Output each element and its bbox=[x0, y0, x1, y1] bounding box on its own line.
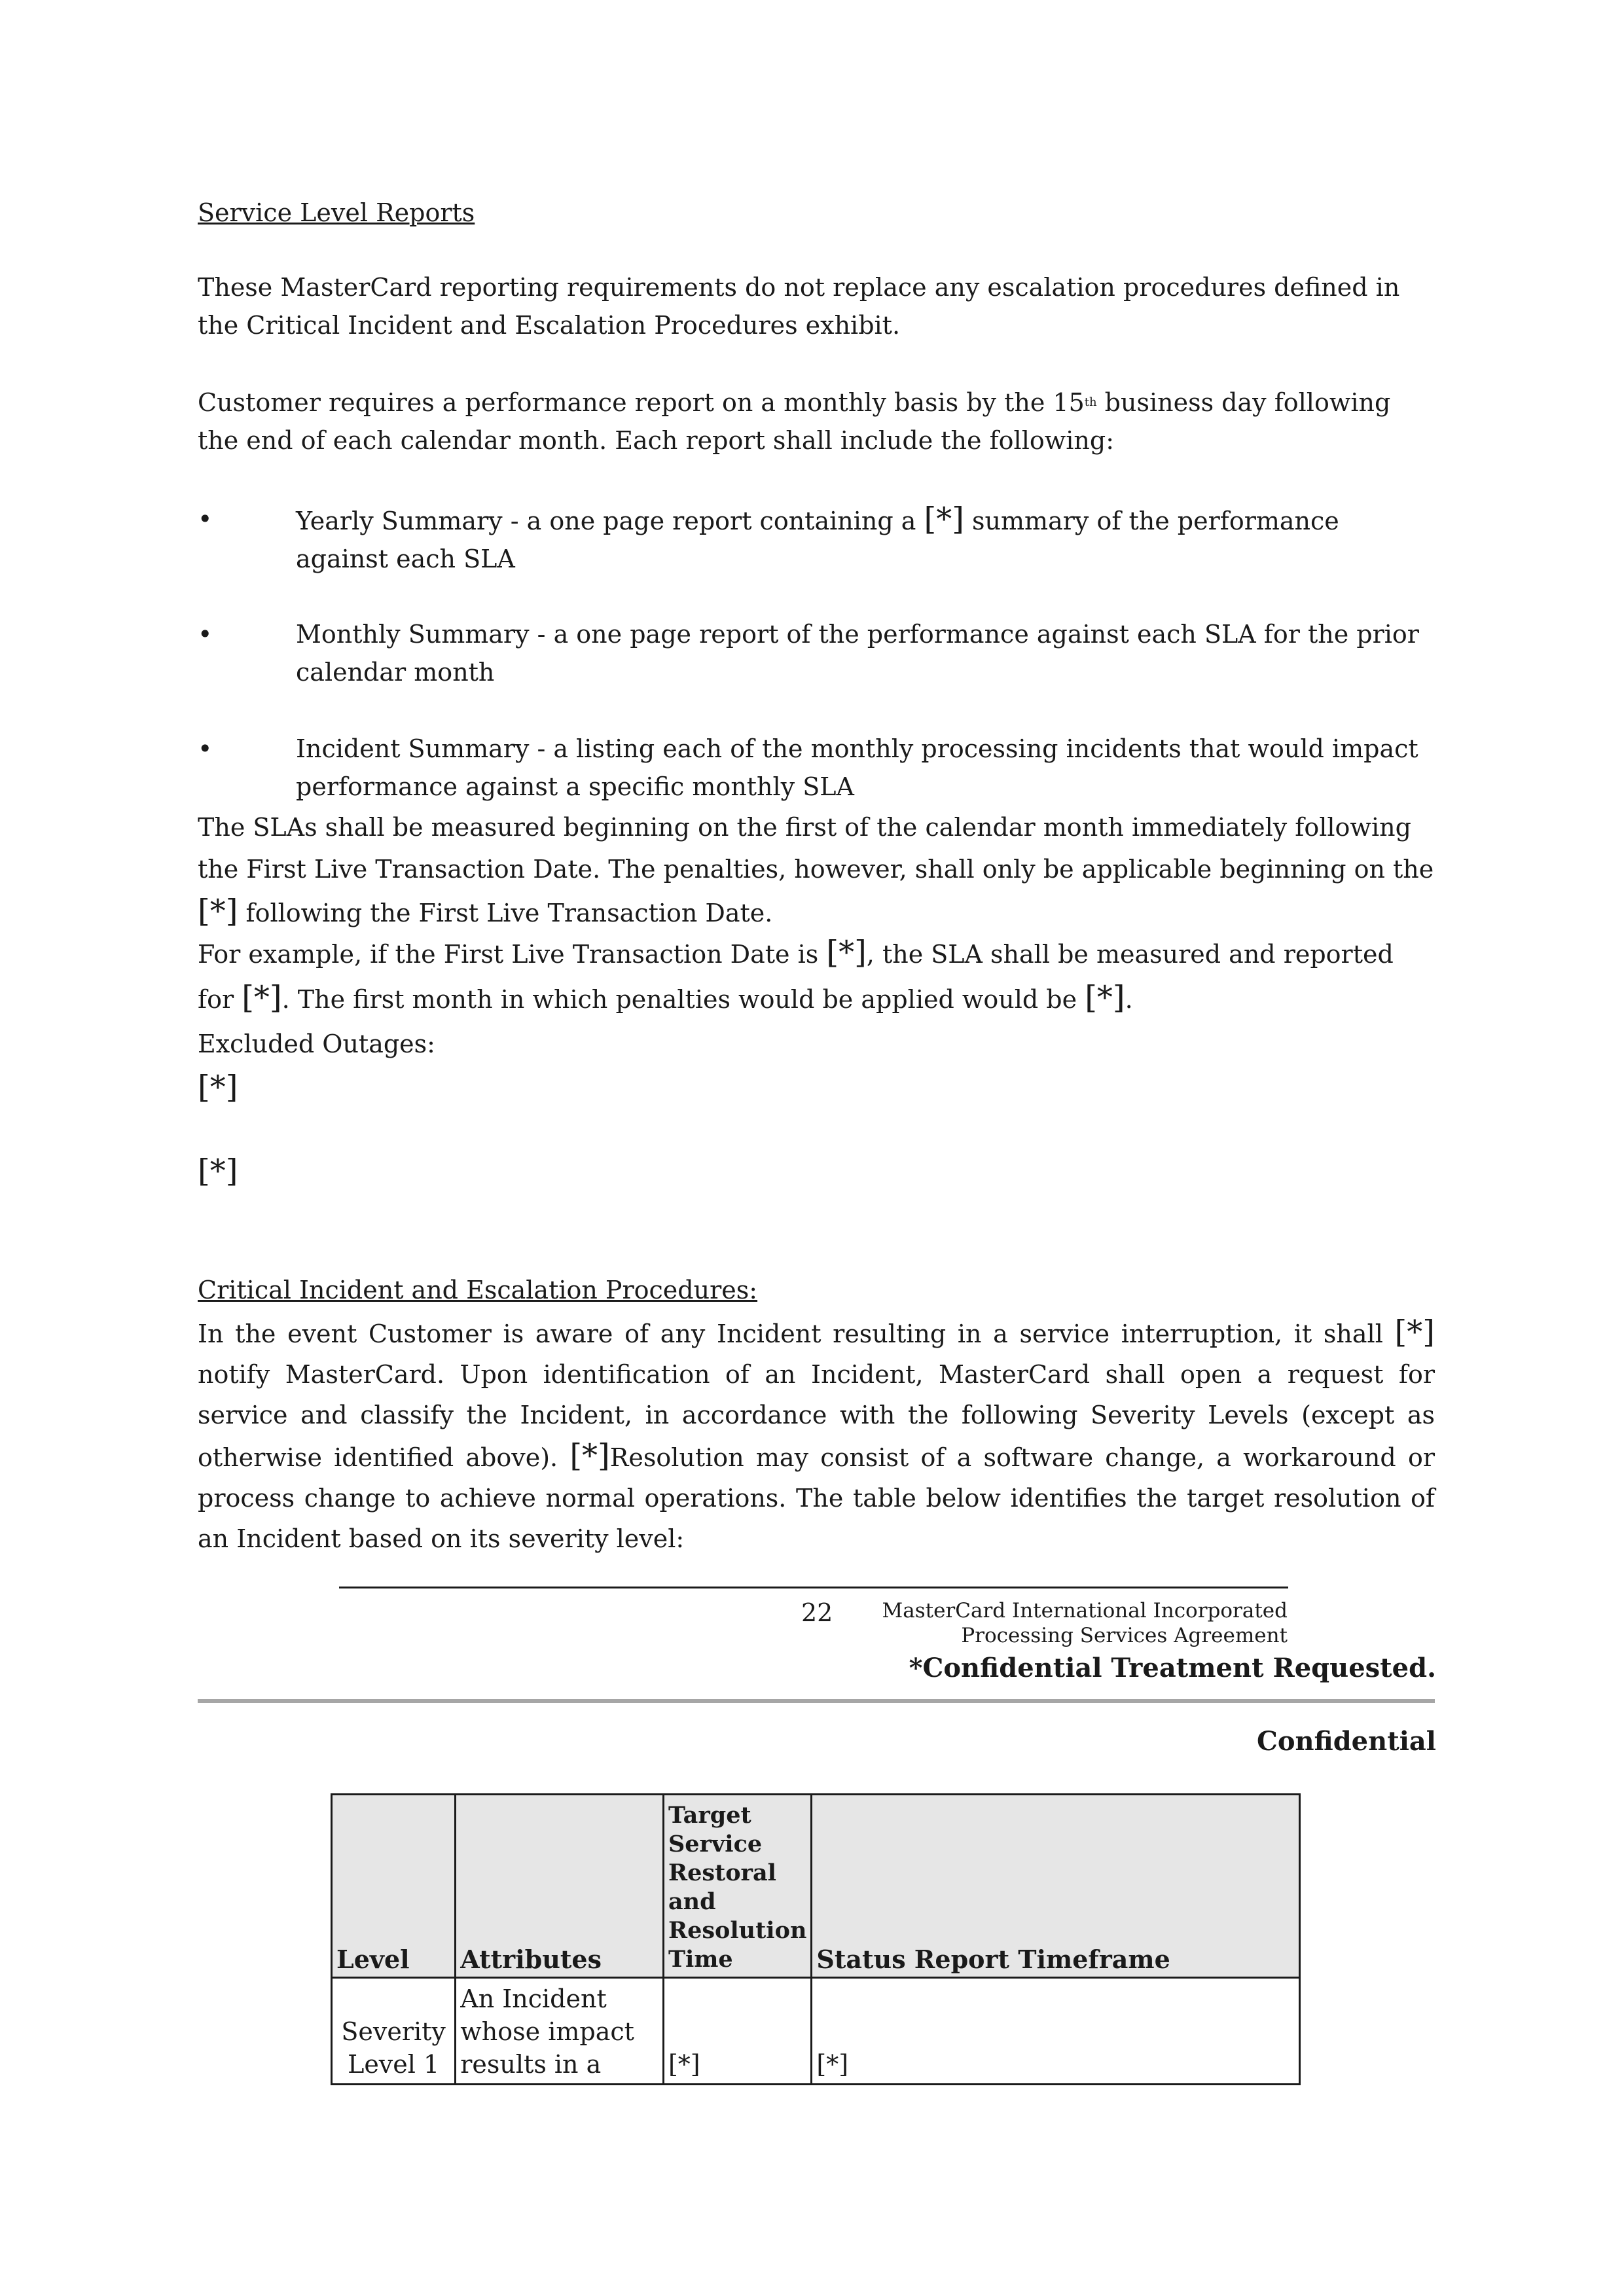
critical-text: In the event Customer is aware of any Incident resulting in a service interruption, it shall bbox=[198, 1319, 1395, 1348]
header-level: Level bbox=[332, 1795, 456, 1978]
redaction-marker: [*] bbox=[1085, 979, 1125, 1016]
page-number: 22 bbox=[801, 1598, 833, 1627]
footer-rule bbox=[339, 1587, 1288, 1588]
section-heading-critical-incident: Critical Incident and Escalation Procedures: bbox=[198, 1276, 758, 1304]
header-status-report: Status Report Timeframe bbox=[812, 1795, 1300, 1978]
cell-status-report: [*] bbox=[812, 1978, 1300, 2085]
table-header-row bbox=[332, 1795, 1300, 1978]
cell-target-time: [*] bbox=[663, 1978, 811, 2085]
excluded-outages-label: Excluded Outages: bbox=[198, 1030, 435, 1058]
footer-company-block bbox=[882, 1598, 1288, 1648]
redaction-marker: [*] bbox=[569, 1437, 610, 1474]
measurement-paragraph bbox=[198, 806, 1435, 934]
cell-attributes: An Incident whose impact results in a bbox=[456, 1978, 664, 2085]
redaction-marker: [*] bbox=[198, 893, 238, 929]
redaction-marker: [*] bbox=[826, 934, 867, 971]
monthly-report-text-b: business day following the end of each calendar month. Each report shall include the following: bbox=[198, 388, 1391, 455]
severity-table bbox=[331, 1793, 1301, 2085]
header-target-time: Target Service Restoral and Resolution Time bbox=[663, 1795, 811, 1978]
redaction-marker: [*] bbox=[242, 979, 282, 1016]
bullet-incident-summary: Incident Summary - a listing each of the monthly processing incidents that would impact performance against a specific monthly SLA bbox=[296, 734, 1418, 801]
example-text: . The first month in which penalties would be applied would be bbox=[281, 985, 1085, 1014]
excluded-outage-item: [*] bbox=[198, 1069, 238, 1105]
section-heading-service-level-reports: Service Level Reports bbox=[198, 198, 475, 227]
bullet-marker: • bbox=[198, 505, 213, 533]
example-text: , the SLA shall be measured and reported for bbox=[198, 940, 1394, 1014]
bullet-yearly-summary bbox=[296, 500, 1435, 578]
measurement-text-b: following the First Live Transaction Date. bbox=[238, 899, 773, 927]
critical-text: notify MasterCard. Upon identification of an Incident, MasterCard shall open a request for service and classify the Incident, in accordance with the following Severity Levels (except as otherwise identified above). bbox=[198, 1360, 1435, 1472]
monthly-report-paragraph bbox=[198, 384, 1435, 459]
confidential-label: Confidential bbox=[1257, 1726, 1436, 1757]
example-paragraph bbox=[198, 931, 1435, 1021]
table-row bbox=[332, 1978, 1300, 2085]
monthly-report-text-a: Customer requires a performance report on a monthly basis by the 15 bbox=[198, 388, 1085, 417]
measurement-text-a: The SLAs shall be measured beginning on the first of the calendar month immediately following the First Live Transaction Date. The penalties, however, shall only be applicable beginning on the bbox=[198, 813, 1434, 884]
confidential-treatment-notice: *Confidential Treatment Requested. bbox=[909, 1653, 1436, 1683]
bullet-marker: • bbox=[198, 734, 213, 763]
ordinal-suffix: th bbox=[1084, 395, 1097, 409]
example-text: For example, if the First Live Transaction Date is bbox=[198, 940, 827, 969]
bullet-text: summary of the performance against each SLA bbox=[296, 507, 1339, 573]
redaction-marker: [*] bbox=[924, 501, 964, 537]
bullet-text: Yearly Summary - a one page report containing a bbox=[296, 507, 924, 535]
bullet-monthly-summary: Monthly Summary - a one page report of the performance against each SLA for the prior calendar month bbox=[296, 620, 1419, 687]
footer-company-name: MasterCard International Incorporated bbox=[882, 1599, 1288, 1623]
critical-incident-paragraph bbox=[198, 1312, 1435, 1559]
intro-paragraph: These MasterCard reporting requirements do not replace any escalation procedures defined in the Critical Incident and Escalation Procedures exhibit. bbox=[198, 273, 1400, 340]
page-separator bbox=[198, 1699, 1435, 1703]
critical-text: Resolution may consist of a software change, a workaround or process change to achieve normal operations. The table below identifies the target resolution of an Incident based on its severity level: bbox=[198, 1443, 1435, 1553]
example-text: . bbox=[1125, 985, 1133, 1014]
excluded-outage-item: [*] bbox=[198, 1153, 238, 1189]
redaction-marker: [*] bbox=[1394, 1314, 1435, 1350]
header-attributes: Attributes bbox=[456, 1795, 664, 1978]
cell-level: Severity Level 1 bbox=[332, 1978, 456, 2085]
bullet-marker: • bbox=[198, 620, 213, 649]
footer-agreement-name: Processing Services Agreement bbox=[961, 1624, 1288, 1647]
